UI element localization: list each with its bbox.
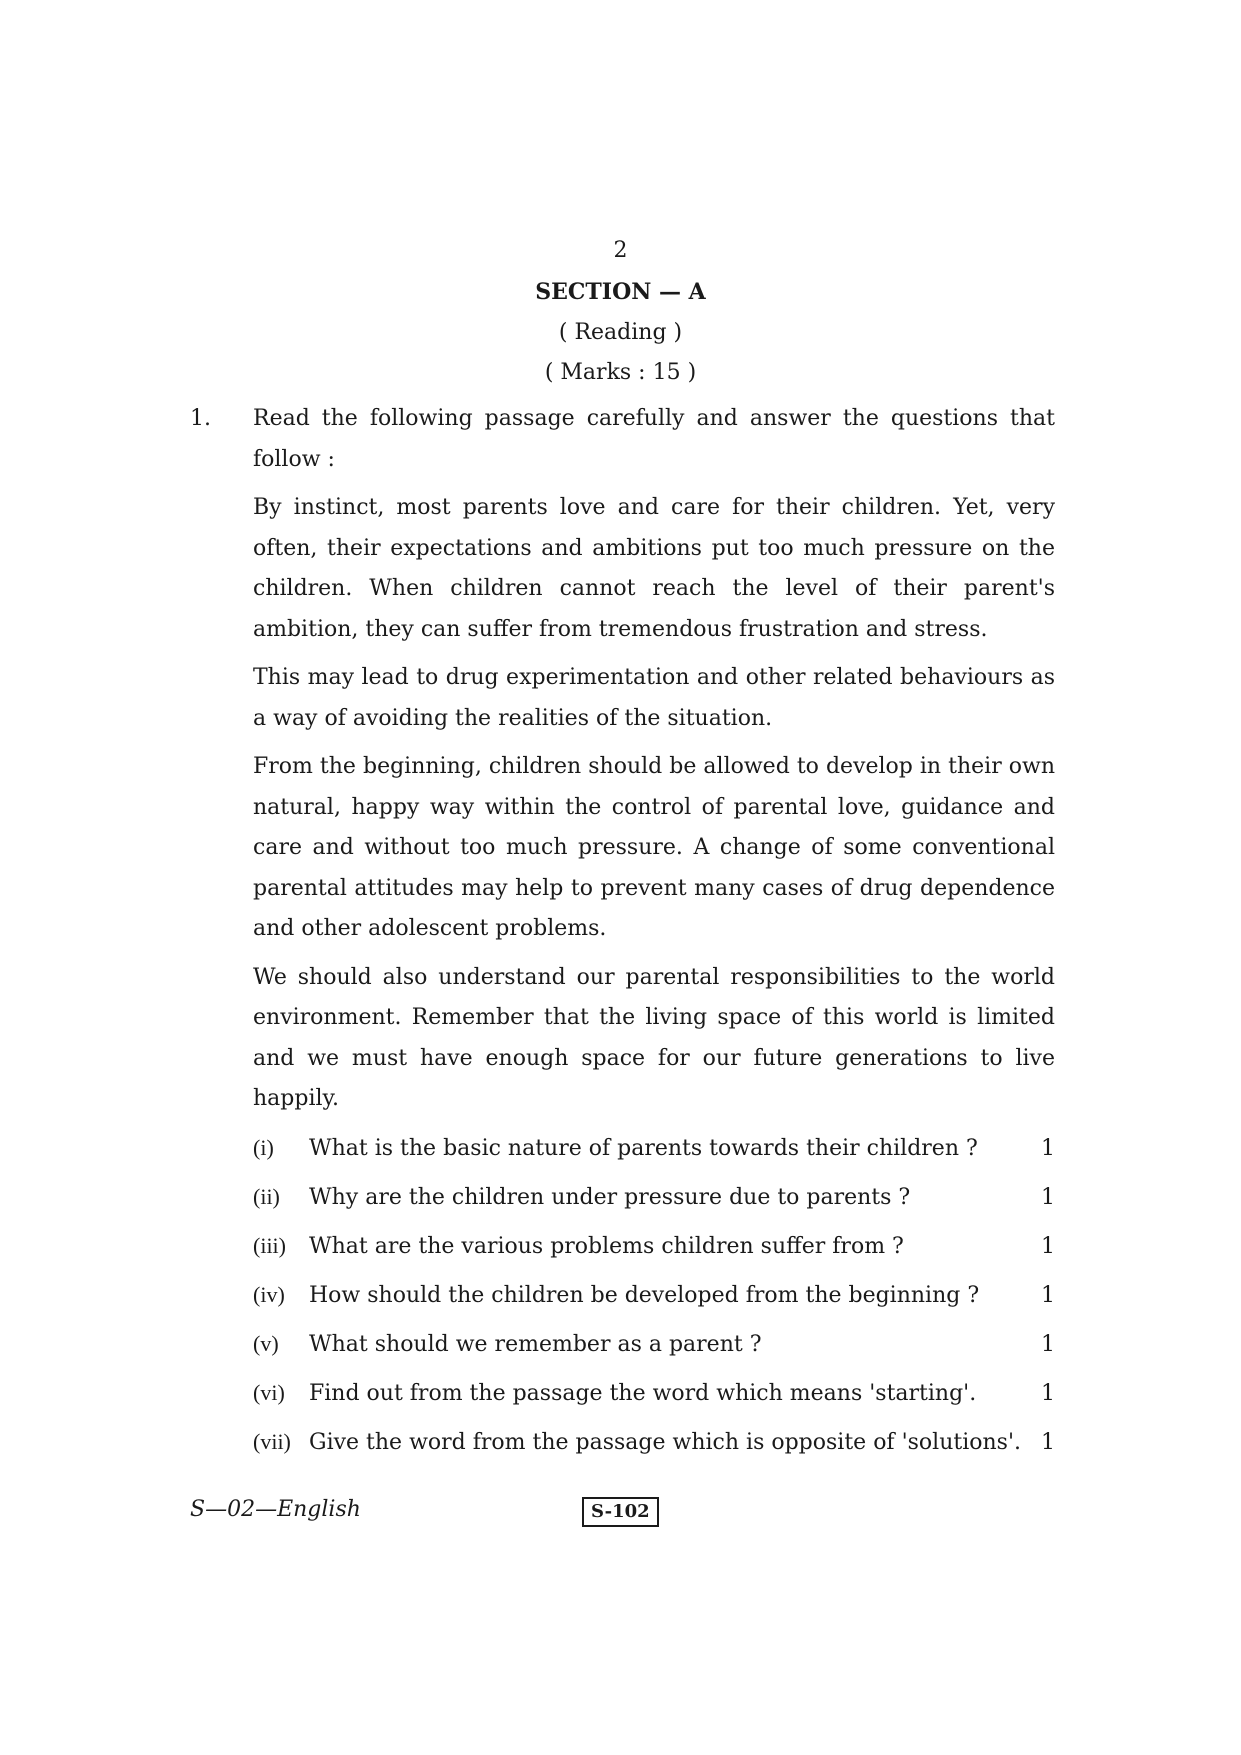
sub-question-text: Why are the children under pressure due to parents ?	[309, 1184, 911, 1210]
sub-question-marks: 1	[1041, 1135, 1055, 1161]
passage-paragraph: This may lead to drug experimentation and other related behaviours as a way of avoiding the realities of the situation.	[253, 665, 1055, 731]
section-title: SECTION — A	[535, 279, 706, 305]
sub-question-text: Give the word from the passage which is opposite of 'solutions'.	[309, 1429, 1021, 1455]
question-number: 1.	[190, 406, 211, 431]
passage-paragraph: From the beginning, children should be allowed to develop in their own natural, happy way within the control of parental love, guidance and care and without too much pressure. A change of some conventional parental attitudes may help to prevent many cases of drug dependence and other adolescent problems.	[253, 754, 1055, 941]
sub-question-number: (iii)	[253, 1232, 286, 1258]
sub-question	[253, 1324, 1055, 1373]
sub-question-number: (i)	[253, 1134, 274, 1160]
sub-question-text: What is the basic nature of parents towards their children ?	[309, 1135, 978, 1161]
sub-question-marks: 1	[1041, 1380, 1055, 1406]
passage-paragraph: We should also understand our parental responsibilities to the world environment. Remember that the living space of this world is limited and we must have enough space for our future generations to live happily.	[253, 964, 1055, 1111]
sub-question-marks: 1	[1041, 1233, 1055, 1259]
sub-question	[253, 1373, 1055, 1422]
sub-question-marks: 1	[1041, 1429, 1055, 1455]
sub-question-number: (v)	[253, 1330, 279, 1356]
question-instruction: Read the following passage carefully and answer the questions that follow :	[253, 406, 1055, 472]
sub-question-number: (vi)	[253, 1379, 285, 1405]
sub-question-text: How should the children be developed from the beginning ?	[309, 1282, 980, 1308]
page-number: 2	[613, 238, 628, 263]
sub-question-number: (ii)	[253, 1183, 280, 1209]
sub-question-list	[253, 1128, 1055, 1471]
question-body	[253, 399, 1055, 1471]
sub-question	[253, 1275, 1055, 1324]
sub-question-text: What are the various problems children suffer from ?	[309, 1233, 904, 1259]
footer-paper-code: S-102	[582, 1497, 659, 1527]
sub-question-text: Find out from the passage the word which means 'starting'.	[309, 1380, 977, 1406]
sub-question	[253, 1177, 1055, 1226]
sub-question	[253, 1422, 1055, 1471]
footer-subject-code: S—02—English	[190, 1497, 361, 1522]
sub-question-marks: 1	[1041, 1184, 1055, 1210]
sub-question	[253, 1226, 1055, 1275]
sub-question-marks: 1	[1041, 1282, 1055, 1308]
sub-question-number: (vii)	[253, 1428, 291, 1454]
section-marks: ( Marks : 15 )	[544, 360, 697, 385]
passage-paragraph: By instinct, most parents love and care for their children. Yet, very often, their expectations and ambitions put too much pressure on the children. When children cannot reach the level of their parent's ambition, they can suffer from tremendous frustration and stress.	[253, 495, 1055, 642]
section-subtitle: ( Reading )	[558, 320, 683, 345]
sub-question	[253, 1128, 1055, 1177]
sub-question-text: What should we remember as a parent ?	[309, 1331, 762, 1357]
sub-question-number: (iv)	[253, 1281, 285, 1307]
sub-question-marks: 1	[1041, 1331, 1055, 1357]
